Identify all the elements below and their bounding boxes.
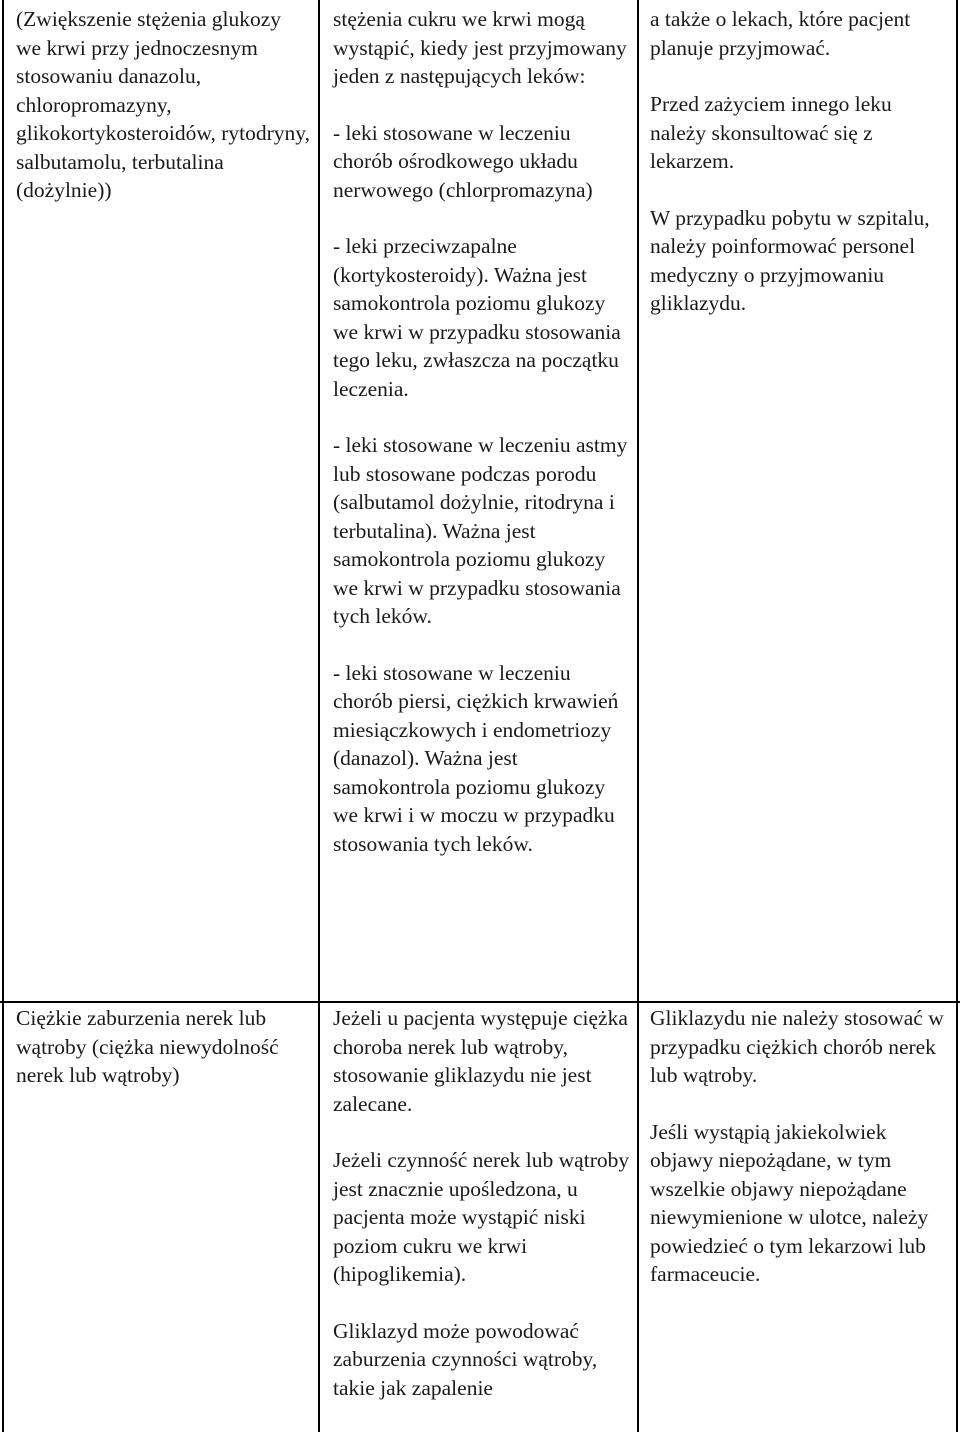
row1-condition-text: (Zwiększenie stężenia glukozy we krwi przy jednoczesnym stosowaniu danazolu, chloropromazyny, glikokortykosteroidów, rytodryny, salbutamolu, terbutalina (dożylnie)) — [16, 7, 310, 202]
row1-advice-para-1: a także o lekach, które pacjent planuje przyjmować. — [650, 7, 911, 60]
row1-description-para-1: stężenia cukru we krwi mogą wystąpić, kiedy jest przyjmowany jeden z następujących leków: — [333, 7, 627, 88]
table-divider-1 — [318, 0, 320, 1432]
row1-description-cell — [333, 5, 631, 858]
row2-condition-cell — [16, 1004, 311, 1090]
row2-advice-para-2: Jeśli wystąpią jakiekolwiek objawy niepożądane, w tym wszelkie objawy niepożądane niewymienione w ulotce, należy powiedzieć o tym lekarzowi lub farmaceucie. — [650, 1119, 929, 1286]
row1-advice-para-2: Przed zażyciem innego leku należy skonsultować się z lekarzem. — [650, 92, 892, 173]
row1-condition-cell — [16, 5, 311, 205]
row1-description-para-2: - leki stosowane w leczeniu chorób ośrodkowego układu nerwowego (chlorpromazyna) — [333, 120, 593, 202]
row2-advice-para-1: Gliklazydu nie należy stosować w przypadku ciężkich chorób nerek lub wątroby. — [650, 1006, 944, 1087]
row1-description-para-5: - leki stosowane w leczeniu chorób piersi, ciężkich krwawień miesiączkowych i endometriozy (danazol). Ważna jest samokontrola poziomu glukozy we krwi i w moczu w przypadku stosowania tych leków. — [333, 660, 619, 856]
row-separator — [0, 1001, 960, 1003]
table-divider-2 — [637, 0, 639, 1432]
row2-description-cell — [333, 1004, 631, 1402]
row2-description-para-1: Jeżeli u pacjenta występuje ciężka choroba nerek lub wątroby, stosowanie gliklazydu nie jest zalecane. — [333, 1006, 628, 1116]
row2-advice-cell — [650, 1004, 948, 1289]
row1-advice-para-3: W przypadku pobytu w szpitalu, należy poinformować personel medyczny o przyjmowaniu gliklazydu. — [650, 205, 930, 315]
table-border-right — [956, 0, 958, 1432]
row1-description-para-4: - leki stosowane w leczeniu astmy lub stosowane podczas porodu (salbutamol dożylnie, ritodryna i terbutalina). Ważna jest samokontrola poziomu glukozy we krwi w przypadku stosowania tych leków. — [333, 433, 628, 628]
row2-condition-text: Ciężkie zaburzenia nerek lub wątroby (ciężka niewydolność nerek lub wątroby) — [16, 1006, 279, 1087]
row2-description-para-3: Gliklazyd może powodować zaburzenia czynności wątroby, takie jak zapalenie — [333, 1318, 598, 1400]
row2-description-para-2: Jeżeli czynność nerek lub wątroby jest znacznie upośledzona, u pacjenta może wystąpić niski poziom cukru we krwi (hipoglikemia). — [333, 1148, 630, 1286]
table-border-left — [2, 0, 4, 1432]
row1-advice-cell — [650, 5, 948, 318]
row1-description-para-3: - leki przeciwzapalne (kortykosteroidy). Ważna jest samokontrola poziomu glukozy we krwi w przypadku stosowania tego leku, zwłaszcza na początku leczenia. — [333, 234, 621, 401]
